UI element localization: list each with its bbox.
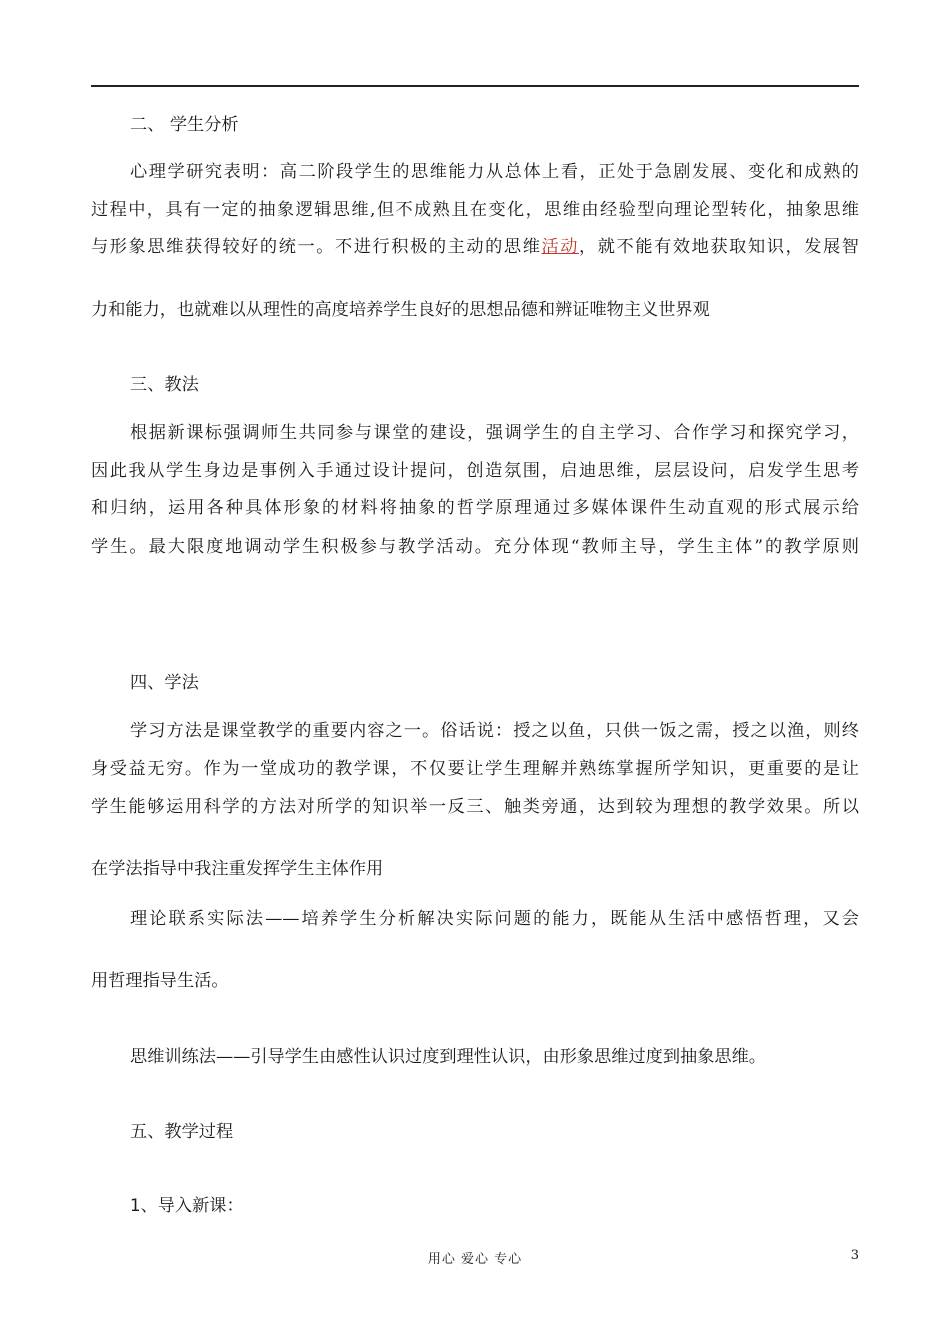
activity-link[interactable]: 活动 [541, 237, 580, 257]
paragraph-line: 在学法指导中我注重发挥学生主体作用 [91, 859, 384, 879]
section-heading-teaching-method: 三、教法 [130, 375, 199, 395]
paragraph-line: 学生。最大限度地调动学生积极参与教学活动。充分体现“教师主导，学生主体”的教学原则 [91, 537, 859, 557]
subsection-number: 1 [130, 1196, 141, 1215]
section-heading-teaching-process: 五、教学过程 [130, 1122, 234, 1142]
footer-motto: 用心 爱心 专心 [427, 1252, 523, 1267]
paragraph-line: 身受益无穷。作为一堂成功的教学课，不仅要让学生理解并熟练掌握所学知识，更重要的是让 [91, 759, 859, 779]
header-rule [91, 85, 859, 87]
paragraph-line: 过程中，具有一定的抽象逻辑思维,但不成熟且在变化，思维由经验型向理论型转化，抽象思维 [91, 200, 859, 220]
paragraph-text: 与形象思维获得较好的统一。不进行积极的主动的思维 [91, 237, 542, 257]
method-thinking-training: 思维训练法——引导学生由感性认识过度到理性认识，由形象思维过度到抽象思维。 [130, 1047, 766, 1067]
paragraph-line: 因此我从学生身边是事例入手通过设计提问，创造氛围，启迪思维，层层设问，启发学生思考 [91, 461, 859, 481]
paragraph-line: 和归纳，运用各种具体形象的材料将抽象的哲学原理通过多媒体课件生动直观的形式展示给 [91, 498, 859, 518]
paragraph-line: 力和能力，也就难以从理性的高度培养学生良好的思想品德和辨证唯物主义世界观 [91, 300, 710, 320]
section-heading-student-analysis: 二、 学生分析 [130, 115, 239, 135]
page-number: 3 [850, 1248, 859, 1263]
method-theory-practice: 理论联系实际法——培养学生分析解决实际问题的能力，既能从生活中感悟哲理，又会 [130, 909, 859, 929]
paragraph-line: 学生能够运用科学的方法对所学的知识举一反三、触类旁通，达到较为理想的教学效果。所以 [91, 797, 859, 817]
subsection-title: 、导入新课： [140, 1196, 244, 1216]
paragraph-line: 根据新课标强调师生共同参与课堂的建设，强调学生的自主学习、合作学习和探究学习， [130, 423, 859, 443]
section-heading-learning-method: 四、学法 [130, 673, 199, 693]
paragraph-line: 学习方法是课堂教学的重要内容之一。俗话说：授之以鱼，只供一饭之需，授之以渔，则终 [130, 721, 859, 741]
paragraph-line [91, 235, 859, 259]
method-theory-practice-cont: 用哲理指导生活。 [91, 971, 229, 991]
subsection-intro-new-lesson [130, 1194, 859, 1218]
paragraph-text: ，就不能有效地获取知识，发展智 [579, 237, 859, 257]
paragraph-line: 心理学研究表明：高二阶段学生的思维能力从总体上看，正处于急剧发展、变化和成熟的 [130, 162, 859, 182]
